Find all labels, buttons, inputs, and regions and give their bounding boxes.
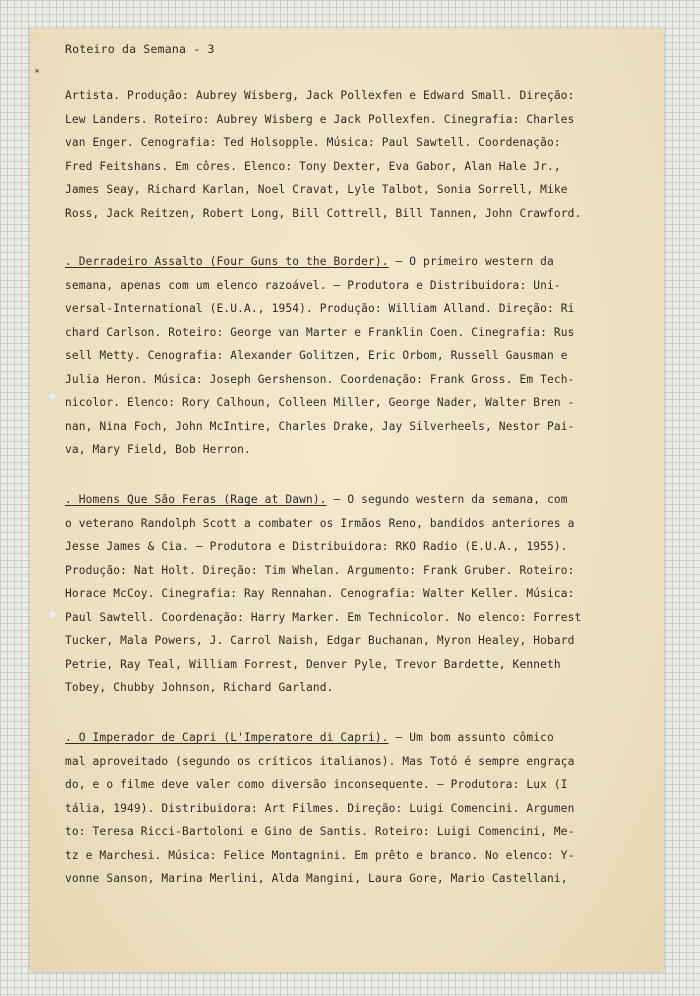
- text-line: do, e o filme deve valer como diversão inconsequente. — Produtora: Lux (I: [65, 778, 568, 791]
- text-line: Lew Landers. Roteiro: Aubrey Wisberg e Jack Pollexfen. Cinegrafia: Charles: [65, 112, 575, 126]
- punch-hole-bottom: [48, 610, 57, 619]
- text-line: Julia Heron. Música: Joseph Gershenson. Coordenação: Frank Gross. Em Tech-: [65, 372, 575, 386]
- text-line: Tobey, Chubby Johnson, Richard Garland.: [65, 681, 334, 694]
- typed-page: [30, 28, 664, 972]
- text-line: o veterano Randolph Scott a combater os Irmãos Reno, bandidos anteriores a: [65, 516, 575, 530]
- text-line: semana, apenas com um elenco razoável. — Produtora e Distribuidora: Uni-: [65, 278, 561, 292]
- page-header: Roteiro da Semana - 3: [65, 42, 215, 56]
- text-line: mal aproveitado (segundo os críticos italianos). Mas Totó é sempre engraça: [65, 754, 575, 768]
- text-line: nan, Nina Foch, John McIntire, Charles Drake, Jay Silverheels, Nestor Pai-: [65, 419, 575, 433]
- text-line: tz e Marchesi. Música: Felice Montagnini. Em prêto e branco. No elenco: Y-: [65, 848, 575, 862]
- text-line: nicolor. Elenco: Rory Calhoun, Colleen Miller, George Nader, Walter Bren -: [65, 396, 575, 409]
- film-title: . Homens Que São Feras (Rage at Dawn).: [65, 493, 327, 506]
- text-line: Petrie, Ray Teal, William Forrest, Denver Pyle, Trevor Bardette, Kenneth: [65, 657, 561, 671]
- text-line: Horace McCoy. Cinegrafia: Ray Rennahan. Cenografia: Walter Keller. Música:: [65, 587, 575, 600]
- text-line: chard Carlson. Roteiro: George van Marter e Franklin Coen. Cinegrafia: Rus: [65, 325, 575, 339]
- text-line: [65, 726, 637, 750]
- review-paragraph-2: [65, 250, 637, 462]
- review-paragraph-4: [65, 726, 637, 891]
- text-fragment: — O segundo western da semana, com: [326, 493, 568, 506]
- text-line: [65, 250, 637, 274]
- text-line: Fred Feitshans. Em côres. Elenco: Tony Dexter, Eva Gabor, Alan Hale Jr.,: [65, 159, 561, 173]
- text-fragment: — Um bom assunto cômico: [388, 731, 554, 744]
- text-line: [65, 488, 637, 512]
- text-line: James Seay, Richard Karlan, Noel Cravat, Lyle Talbot, Sonia Sorrell, Mike: [65, 183, 568, 196]
- text-line: Artista. Produção: Aubrey Wisberg, Jack Pollexfen e Edward Small. Direção:: [65, 89, 575, 102]
- review-paragraph-3: [65, 488, 637, 700]
- text-line: Jesse James & Cia. — Produtora e Distribuidora: RKO Radio (E.U.A., 1955).: [65, 540, 568, 553]
- text-line: sell Metty. Cenografia: Alexander Golitzen, Eric Orbom, Russell Gausman e: [65, 349, 568, 362]
- text-line: van Enger. Cenografia: Ted Holsopple. Música: Paul Sawtell. Coordenação:: [65, 136, 561, 149]
- review-paragraph-1: [65, 84, 637, 225]
- text-fragment: — O primeiro western da: [388, 255, 554, 268]
- text-line: versal-International (E.U.A., 1954). Produção: William Alland. Direção: Ri: [65, 302, 575, 315]
- text-line: va, Mary Field, Bob Herron.: [65, 443, 251, 456]
- pencil-mark-icon: ✶: [34, 66, 41, 77]
- text-line: Paul Sawtell. Coordenação: Harry Marker. Em Technicolor. No elenco: Forrest: [65, 610, 582, 624]
- text-line: tália, 1949). Distribuidora: Art Filmes. Direção: Luigi Comencini. Argumen: [65, 801, 575, 815]
- text-line: to: Teresa Ricci-Bartoloni e Gino de Santis. Roteiro: Luigi Comencini, Me-: [65, 825, 575, 838]
- text-line: Ross, Jack Reitzen, Robert Long, Bill Cottrell, Bill Tannen, John Crawford.: [65, 206, 582, 220]
- text-line: Produção: Nat Holt. Direção: Tim Whelan. Argumento: Frank Gruber. Roteiro:: [65, 563, 575, 577]
- punch-hole-top: [48, 392, 57, 401]
- film-title: . Derradeiro Assalto (Four Guns to the Border).: [65, 255, 389, 268]
- text-line: vonne Sanson, Marina Merlini, Alda Mangini, Laura Gore, Mario Castellani,: [65, 872, 568, 885]
- film-title: . O Imperador de Capri (L'Imperatore di Capri).: [65, 731, 389, 744]
- text-line: Tucker, Mala Powers, J. Carrol Naish, Edgar Buchanan, Myron Healey, Hobard: [65, 634, 575, 647]
